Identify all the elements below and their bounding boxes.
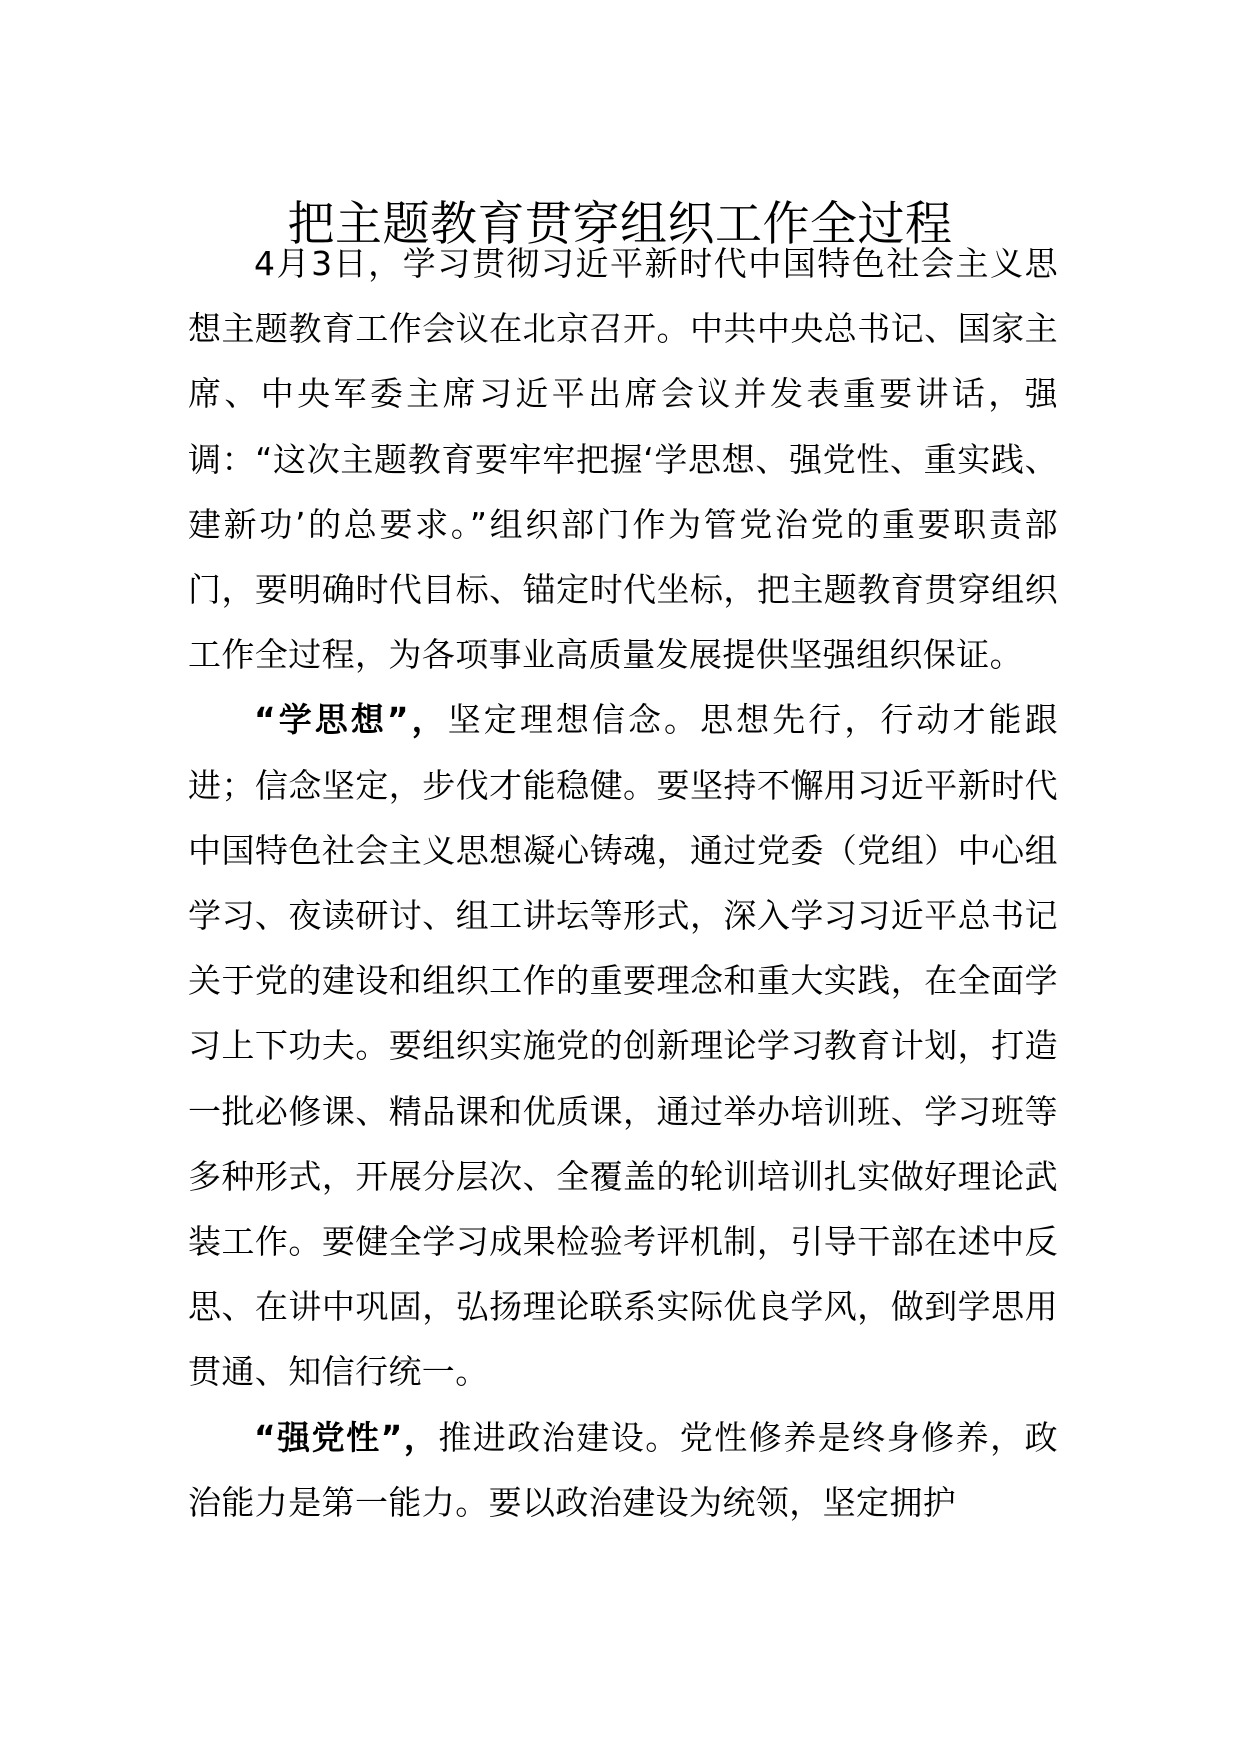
paragraph-party-spirit-text: 推进政治建设。党性修养是终身修养，政治能力是第一能力。要以政治建设为统领，坚定拥护 [188,1417,1059,1522]
paragraph-study-thought-text: 坚定理想信念。思想先行，行动才能跟进；信念坚定，步伐才能稳健。要坚持不懈用习近平新时代中国特色社会主义思想凝心铸魂，通过党委（党组）中心组学习、夜读研讨、组工讲坛等形式，深入学习习近平总书记关于党的建设和组织工作的重要理念和重大实践，在全面学习上下功夫。要组织实施党的创新理论学习教育计划，打造一批必修课、精品课和优质课，通过举办培训班、学习班等多种形式，开展分层次、全覆盖的轮训培训扎实做好理论武装工作。要健全学习成果检验考评机制，引导干部在述中反思、在讲中巩固，弘扬理论联系实际优良学风，做到学思用贯通、知信行统一。 [188,700,1058,1392]
paragraph-intro-text: 4月3日，学习贯彻习近平新时代中国特色社会主义思想主题教育工作会议在北京召开。中共中央总书记、国家主席、中央军委主席习近平出席会议并发表重要讲话，强调：“这次主题教育要牢牢把握‘学思想、强党性、重实践、建新功’的总要求。”组织部门作为管党治党的重要职责部门，要明确时代目标、锚定时代坐标，把主题教育贯穿组织工作全过程，为各项事业高质量发展提供坚强组织保证。 [188,244,1058,675]
paragraph-study-thought-lead: “学思想”， [254,700,448,740]
paragraph-party-spirit [188,1405,1058,1535]
paragraph-intro [188,231,1058,687]
document-title: 把主题教育贯穿组织工作全过程 [287,197,953,253]
paragraph-party-spirit-lead: “强党性”， [254,1417,439,1457]
document-body [188,231,1058,1535]
paragraph-study-thought [188,687,1058,1404]
